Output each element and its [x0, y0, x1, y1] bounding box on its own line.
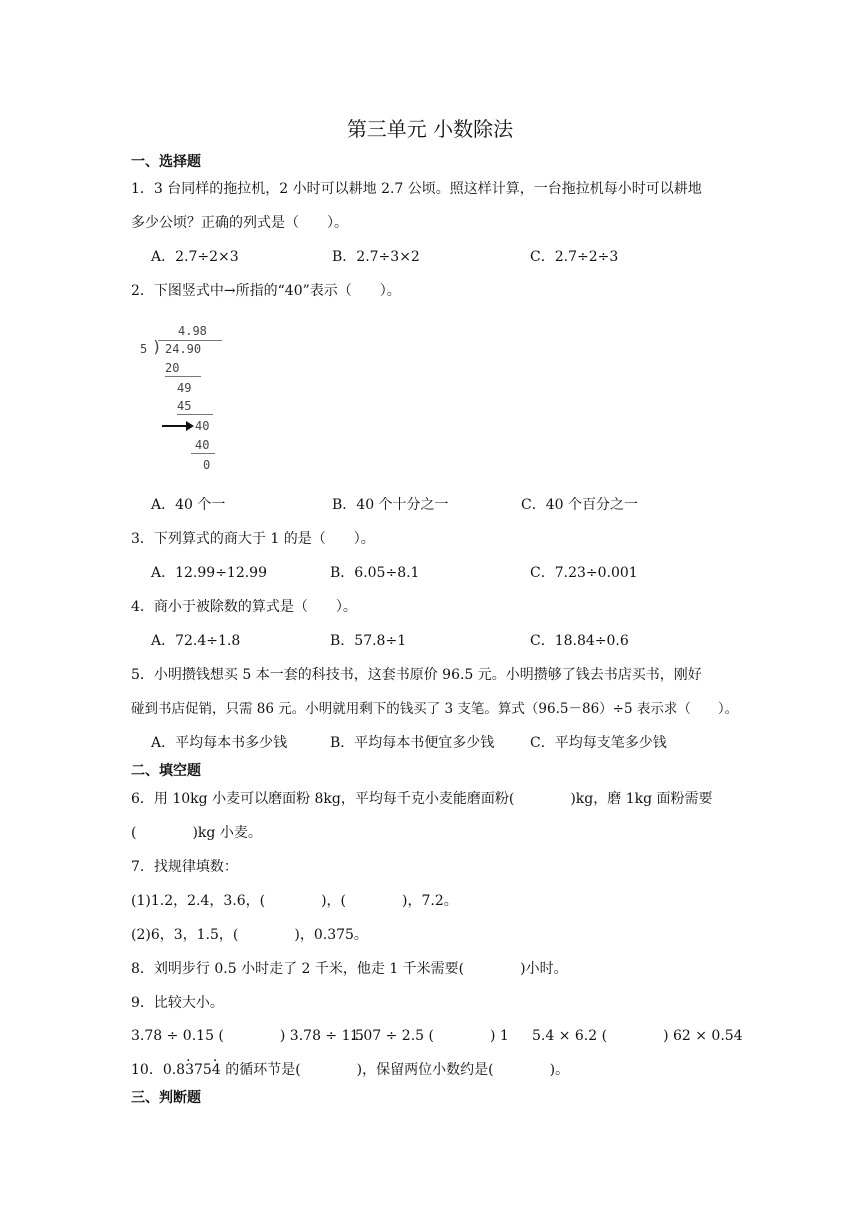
q2-option-a: A．40 个一 — [151, 497, 226, 513]
q7-line1: 7．找规律填数： — [131, 859, 238, 875]
q6-line2: ( )kg 小麦。 — [131, 825, 262, 841]
q9-compare-3: 5.4 × 6.2 ( ) 62 × 0.54 — [532, 1028, 743, 1044]
q9-compare-1: 3.78 ÷ 0.15 ( ) 3.78 ÷ 1.5 — [131, 1028, 364, 1044]
q2-line1: 2．下图竖式中→所指的“40”表示（ ）。 — [131, 283, 401, 299]
division-row-5: 40 — [195, 438, 210, 452]
q9-compare-2: 1.07 ÷ 2.5 ( ) 1 — [350, 1028, 509, 1044]
q1-option-c: C．2.7÷2÷3 — [530, 249, 619, 265]
q4-line1: 4．商小于被除数的算式是（ ）。 — [131, 599, 357, 615]
q2-option-b: B．40 个十分之一 — [332, 497, 449, 513]
division-divisor: 5 — [140, 342, 148, 356]
q9-line1: 9．比较大小。 — [131, 995, 224, 1011]
q2-option-c: C．40 个百分之一 — [521, 497, 638, 513]
q10-repeat-end: · 4 — [212, 1062, 221, 1078]
q10-number — [163, 1062, 221, 1078]
q3-option-b: B．6.05÷8.1 — [330, 565, 420, 581]
q7-part2: (2)6，3，1.5，( )，0.375。 — [131, 927, 368, 943]
division-row-1: 20 — [165, 361, 180, 375]
q10-number-part: 0.8 — [162, 1062, 186, 1078]
q1-option-a: A．2.7÷2×3 — [151, 249, 239, 265]
q1-line1: 1．3 台同样的拖拉机，2 小时可以耕地 2.7 公顷。照这样计算，一台拖拉机每小时可以耕地 — [131, 181, 702, 197]
division-line-2 — [177, 414, 213, 415]
q1-option-b: B．2.7÷3×2 — [332, 249, 420, 265]
q5-option-c: C．平均每支笔多少钱 — [530, 735, 667, 751]
q10-line1 — [131, 1061, 569, 1079]
section-heading-choice: 一、选择题 — [131, 154, 201, 170]
division-line-1 — [165, 376, 201, 377]
q3-option-a: A．12.99÷12.99 — [151, 565, 267, 581]
q8-line1: 8．刘明步行 0.5 小时走了 2 千米，他走 1 千米需要( )小时。 — [131, 961, 568, 977]
division-row-3: 45 — [177, 399, 192, 413]
q10-number-part: 75 — [194, 1062, 212, 1078]
section-heading-judge: 三、判断题 — [131, 1090, 201, 1106]
q10-suffix: 的循环节是( )，保留两位小数约是( )。 — [225, 1062, 570, 1078]
q4-option-c: C．18.84÷0.6 — [530, 633, 629, 649]
division-row-4: 40 — [195, 419, 210, 433]
q5-line1: 5．小明攒钱想买 5 本一套的科技书，这套书原价 96.5 元。小明攒够了钱去书店买书，刚好 — [131, 667, 702, 683]
division-line-3 — [191, 453, 215, 454]
q1-line2: 多少公顷？正确的列式是（ ）。 — [131, 215, 348, 231]
q4-option-a: A．72.4÷1.8 — [151, 633, 241, 649]
q7-part1: (1)1.2，2.4，3.6，( )，( )，7.2。 — [131, 893, 458, 909]
q10-repeat-start: · 3 — [185, 1062, 194, 1078]
q10-prefix: 10． — [131, 1062, 163, 1078]
division-row-2: 49 — [177, 381, 192, 395]
q3-line1: 3．下列算式的商大于 1 的是（ ）。 — [131, 531, 375, 547]
division-bracket: ) — [152, 337, 162, 356]
section-heading-fill: 二、填空题 — [131, 763, 201, 779]
division-bar — [158, 340, 222, 341]
division-dividend: 24.90 — [165, 342, 202, 356]
page-title: 第三单元 小数除法 — [346, 117, 514, 141]
q5-option-a: A．平均每本书多少钱 — [151, 735, 288, 751]
arrow-icon — [162, 425, 188, 427]
q5-option-b: B．平均每本书便宜多少钱 — [330, 735, 495, 751]
division-quotient: 4.98 — [178, 324, 207, 338]
q5-line2: 碰到书店促销，只需 86 元。小明就用剩下的钱买了 3 支笔。算式（96.5－86）÷5 表示求（ ）。 — [131, 701, 739, 717]
division-row-6: 0 — [203, 458, 211, 472]
q6-line1: 6．用 10kg 小麦可以磨面粉 8kg，平均每千克小麦能磨面粉( )kg，磨 1kg 面粉需要 — [131, 791, 713, 807]
q4-option-b: B．57.8÷1 — [330, 633, 407, 649]
arrow-head-icon — [186, 421, 194, 431]
q3-option-c: C．7.23÷0.001 — [530, 565, 638, 581]
